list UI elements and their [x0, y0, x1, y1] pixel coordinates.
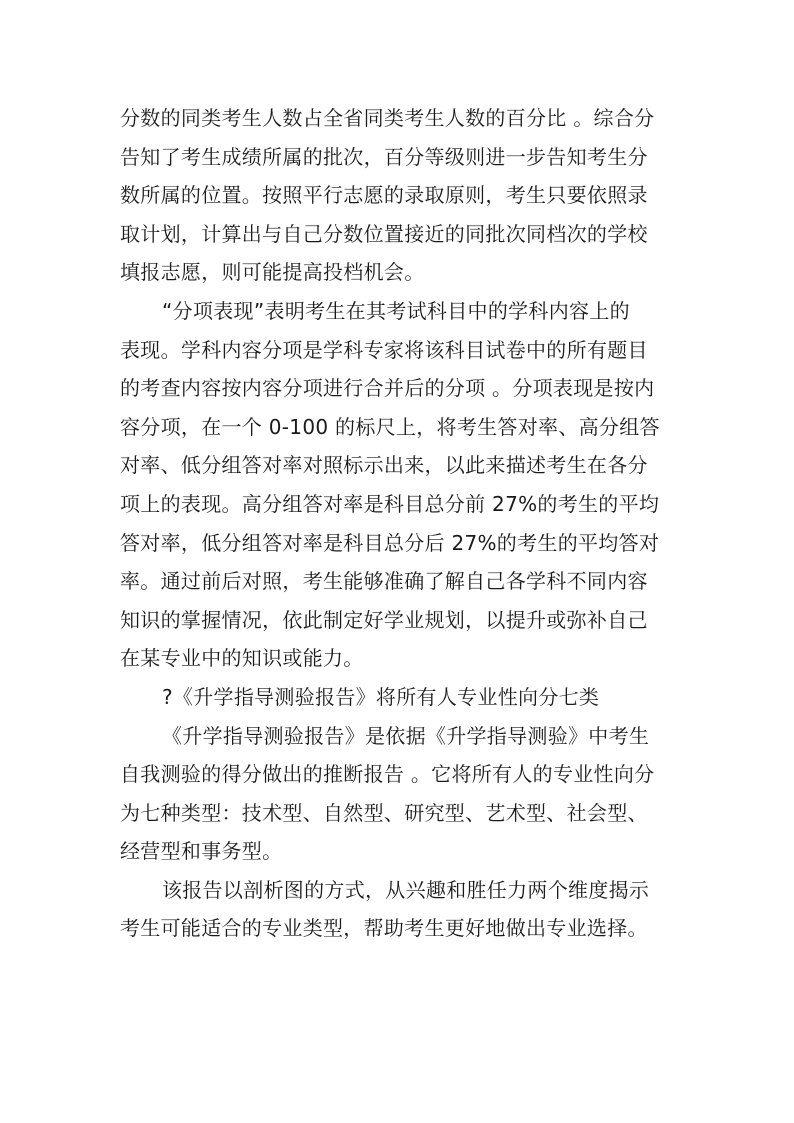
text-line: 告知了考生成绩所属的批次，百分等级则进一步告知考生分 [120, 144, 648, 169]
text-line: “分项表现”表明考生在其考试科目中的学科内容上的 [162, 298, 630, 323]
text-line: ?《升学指导测验报告》将所有人专业性向分七类 [162, 684, 600, 709]
text-line: 考生可能适合的专业类型，帮助考生更好地做出专业选择。 [120, 916, 648, 941]
text-line: 填报志愿，则可能提高投档机会。 [120, 260, 425, 285]
text-line: 经营型和事务型。 [120, 839, 283, 864]
text-line: 表现。学科内容分项是学科专家将该科目试卷中的所有题目 [120, 337, 648, 362]
text-line: 容分项，在一个 0-100 的标尺上，将考生答对率、高分组答 [120, 414, 660, 439]
body-text [120, 99, 690, 948]
text-line: 为七种类型：技术型、自然型、研究型、艺术型、社会型、 [120, 800, 648, 825]
text-line: 率。通过前后对照，考生能够准确了解自己各学科不同内容 [120, 569, 648, 594]
text-line: 答对率，低分组答对率是科目总分后 27%的考生的平均答对 [120, 530, 660, 555]
text-line: 取计划，计算出与自己分数位置接近的同批次同档次的学校 [120, 221, 648, 246]
text-line: 分数的同类考生人数占全省同类考生人数的百分比 。综合分 [120, 106, 655, 130]
text-line: 的考查内容按内容分项进行合并后的分项 。分项表现是按内 [120, 376, 655, 401]
text-line: 自我测验的得分做出的推断报告 。它将所有人的专业性向分 [120, 762, 655, 787]
text-line: 该报告以剖析图的方式，从兴趣和胜任力两个维度揭示 [162, 877, 650, 902]
text-line: 项上的表现。高分组答对率是科目总分前 27%的考生的平均 [120, 491, 660, 516]
text-line: 数所属的位置。按照平行志愿的录取原则，考生只要依照录 [120, 183, 648, 208]
text-line: 在某专业中的知识或能力。 [120, 646, 364, 671]
text-line: 《升学指导测验报告》是依据《升学指导测验》中考生 [162, 723, 650, 748]
text-line: 对率、低分组答对率对照标示出来，以此来描述考生在各分 [120, 453, 648, 478]
text-line: 知识的掌握情况，依此制定好学业规划，以提升或弥补自己 [120, 607, 648, 632]
